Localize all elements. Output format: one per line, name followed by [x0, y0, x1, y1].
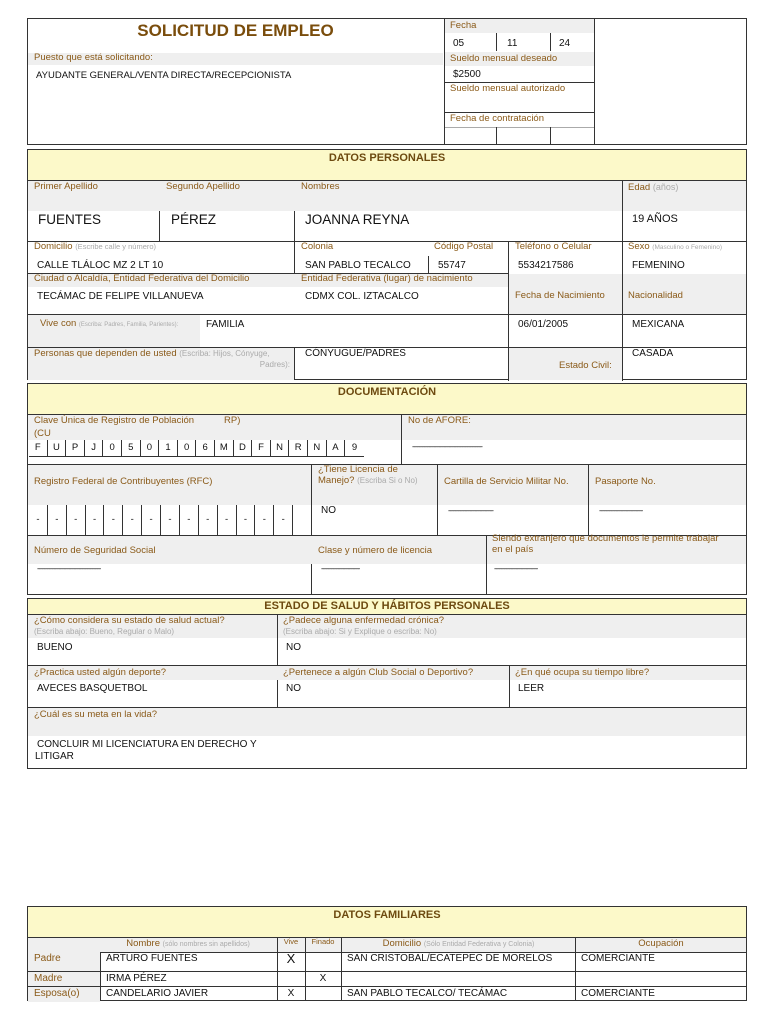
telefono-value[interactable]: 5534217586	[518, 260, 574, 271]
curp-boxes[interactable]	[28, 440, 401, 464]
rfc-char-box[interactable]: -	[67, 505, 86, 535]
rfc-char-box[interactable]: -	[180, 505, 199, 535]
curp-char-box[interactable]: F	[252, 440, 271, 457]
entidad-label: Entidad Federativa (lugar) de nacimiento	[301, 273, 473, 284]
documentacion-title: DOCUMENTACIÓN	[337, 386, 437, 398]
familia-section	[27, 906, 747, 1001]
ciudad-value[interactable]: TECÁMAC DE FELIPE VILLANUEVA	[37, 291, 204, 302]
primer-apellido-value[interactable]: FUENTES	[38, 212, 102, 227]
familia-cell-nombre[interactable]: IRMA PÉREZ	[106, 973, 167, 984]
col-nombre-hint: (sólo nombres sin apellidos)	[162, 941, 250, 948]
salud-question-3: ¿Practica usted algún deporte?	[34, 667, 167, 678]
familia-row	[28, 986, 746, 1001]
familia-cell-rel: Esposa(o)	[28, 987, 100, 1002]
curp-char-box[interactable]: D	[234, 440, 253, 457]
entidad-value[interactable]: CDMX COL. IZTACALCO	[305, 291, 419, 302]
curp-label-1: Clave Única de Registro de Población	[34, 415, 195, 426]
segundo-apellido-value[interactable]: PÉREZ	[171, 212, 217, 227]
dependientes-value[interactable]: CÓNYUGUE/PADRES	[305, 348, 406, 359]
colonia-label: Colonia	[301, 241, 334, 252]
familia-cell-domicilio[interactable]: SAN PABLO TECALCO/ TECÁMAC	[347, 988, 508, 999]
pasaporte-value[interactable]: --------------------------	[599, 506, 643, 515]
salud-question-2: ¿Padece alguna enfermedad crónica?	[283, 615, 445, 626]
curp-label-2: RP)	[224, 415, 241, 426]
cartilla-label: Cartilla de Servicio Militar No.	[444, 476, 569, 487]
vive-con-hint: (Escriba: Padres, Familia, Parientes):	[78, 322, 179, 328]
salud-hint-1: (Escriba abajo: Bueno, Regular o Malo)	[34, 626, 175, 636]
estado-civil-value[interactable]: CASADA	[632, 348, 674, 359]
edad-label: Edad	[628, 182, 651, 193]
curp-char-box[interactable]: P	[66, 440, 85, 457]
salud-answer-5[interactable]: LEER	[518, 683, 545, 694]
domicilio-hint: (Escribe calle y número)	[75, 242, 157, 251]
col-ocupacion: Ocupación	[638, 938, 684, 949]
afore-label: No de AFORE:	[408, 415, 471, 426]
fecha-year[interactable]: 24	[559, 38, 571, 49]
curp-label-3: (CU	[34, 428, 51, 439]
clase-licencia-value[interactable]: -----------------------	[321, 564, 360, 573]
telefono-label: Teléfono o Celular	[515, 241, 592, 252]
rfc-char-box[interactable]: -	[29, 505, 48, 535]
form-title: SOLICITUD DE EMPLEO	[137, 21, 334, 40]
domicilio-value[interactable]: CALLE TLÁLOC MZ 2 LT 10	[37, 260, 164, 271]
curp-char-box[interactable]: M	[215, 440, 234, 457]
nacionalidad-label: Nacionalidad	[628, 290, 683, 301]
ciudad-label: Ciudad o Alcaldía, Entidad Federativa del Domicilio	[34, 273, 250, 284]
salud-hint-2: (Escriba abajo: Si y Explique o escriba: No)	[283, 626, 437, 636]
nss-value[interactable]: --------------------------------------	[37, 564, 101, 573]
licencia-value[interactable]: NO	[321, 505, 336, 516]
nombres-value[interactable]: JOANNA REYNA	[305, 212, 410, 227]
personal-section	[27, 149, 747, 380]
curp-char-box[interactable]: 1	[159, 440, 178, 457]
dependientes-hint-2: Padres):	[259, 359, 290, 369]
curp-char-box[interactable]: 5	[122, 440, 141, 457]
nombres-label: Nombres	[301, 181, 340, 192]
pasaporte-label: Pasaporte No.	[595, 476, 656, 487]
header-section	[27, 18, 747, 145]
curp-char-box[interactable]: 6	[196, 440, 215, 457]
salud-answer-1[interactable]: BUENO	[37, 642, 73, 653]
sexo-label: Sexo	[628, 241, 650, 252]
familia-cell-ocupacion[interactable]: COMERCIANTE	[581, 988, 655, 999]
licencia-hint: (Escriba Si o No)	[357, 475, 418, 485]
nacionalidad-value[interactable]: MEXICANA	[632, 319, 685, 330]
familia-cell-ocupacion[interactable]: COMERCIANTE	[581, 953, 655, 964]
salud-answer-6-line-2[interactable]: LITIGAR	[35, 751, 74, 762]
familia-cell-finado[interactable]: X	[319, 973, 327, 984]
puesto-label: Puesto que está solicitando:	[34, 52, 153, 63]
fecha-contratacion-label: Fecha de contratación	[450, 113, 545, 124]
salud-title: ESTADO DE SALUD Y HÁBITOS PERSONALES	[264, 600, 510, 612]
familia-cell-vive[interactable]: X	[287, 988, 295, 999]
familia-cell-domicilio[interactable]: SAN CRISTOBAL/ECATEPEC DE MORELOS	[347, 953, 553, 964]
salud-answer-4[interactable]: NO	[286, 683, 301, 694]
fecha-nac-label: Fecha de Nacimiento	[515, 290, 605, 301]
fecha-day[interactable]: 05	[453, 38, 465, 49]
edad-value[interactable]: 19 AÑOS	[632, 213, 678, 225]
clase-licencia-label: Clase y número de licencia	[318, 545, 433, 556]
salud-question-4: ¿Pertenece a algún Club Social o Deportivo?	[283, 667, 474, 678]
familia-cell-rel: Madre	[28, 972, 100, 987]
licencia-question-2: Manejo?	[318, 474, 355, 486]
cartilla-value[interactable]: ---------------------------	[448, 506, 493, 515]
extranjero-label-2: en el país	[492, 543, 534, 555]
salud-question-5: ¿En qué ocupa su tiempo libre?	[515, 667, 650, 678]
sueldo-deseado-label: Sueldo mensual deseado	[450, 53, 558, 64]
familia-cell-rel: Padre	[28, 952, 100, 971]
curp-char-box[interactable]: J	[85, 440, 104, 457]
rfc-char-box[interactable]: -	[161, 505, 180, 535]
salud-answer-6-line-1[interactable]: CONCLUIR MI LICENCIATURA EN DERECHO Y	[37, 739, 257, 750]
familia-cell-vive[interactable]: X	[286, 951, 296, 966]
curp-char-box[interactable]: 0	[141, 440, 160, 457]
rfc-char-box[interactable]: -	[218, 505, 237, 535]
vive-con-label: Vive con	[40, 318, 77, 329]
documentacion-section	[27, 383, 747, 595]
segundo-apellido-label: Segundo Apellido	[166, 181, 240, 192]
curp-char-box[interactable]: 0	[103, 440, 122, 457]
rfc-boxes[interactable]	[28, 505, 311, 535]
curp-char-box[interactable]: N	[308, 440, 327, 457]
salud-question-1: ¿Cómo considera su estado de salud actual?	[34, 615, 225, 626]
curp-char-box[interactable]: F	[29, 440, 48, 457]
col-finado: Finado	[311, 937, 335, 946]
vive-con-value[interactable]: FAMILIA	[206, 319, 245, 330]
familia-title: DATOS FAMILIARES	[333, 909, 441, 921]
dependientes-hint-1: (Escriba: Hijos, Cónyuge,	[179, 349, 270, 358]
rfc-char-box[interactable]: -	[123, 505, 142, 535]
familia-row	[28, 952, 746, 971]
nss-label: Número de Seguridad Social	[34, 545, 156, 556]
colonia-value[interactable]: SAN PABLO TECALCO	[305, 260, 411, 271]
sueldo-autorizado-label: Sueldo mensual autorizado	[450, 83, 566, 94]
rfc-char-box[interactable]: -	[86, 505, 105, 535]
salud-section	[27, 598, 747, 769]
salud-answer-2[interactable]: NO	[286, 642, 301, 653]
rfc-char-box[interactable]: -	[142, 505, 161, 535]
cp-value[interactable]: 55747	[438, 260, 466, 271]
fecha-label: Fecha	[450, 20, 477, 31]
rfc-label: Registro Federal de Contribuyentes (RFC)	[34, 476, 213, 487]
salud-question-6: ¿Cuál es su meta en la vida?	[34, 709, 158, 720]
licencia-question-1: ¿Tiene Licencia de	[318, 464, 398, 475]
curp-char-box[interactable]: R	[289, 440, 308, 457]
rfc-char-box[interactable]: -	[199, 505, 218, 535]
curp-char-box[interactable]: U	[48, 440, 67, 457]
sueldo-deseado-value[interactable]: $2500	[453, 69, 481, 80]
curp-char-box[interactable]: 0	[178, 440, 197, 457]
familia-cell-nombre[interactable]: ARTURO FUENTES	[106, 953, 198, 964]
sexo-value[interactable]: FEMENINO	[632, 260, 685, 271]
col-vive: Vive	[283, 937, 299, 946]
puesto-value[interactable]: AYUDANTE GENERAL/VENTA DIRECTA/RECEPCIONISTA	[36, 70, 292, 81]
curp-char-box[interactable]: A	[327, 440, 346, 457]
rfc-char-box[interactable]: -	[237, 505, 256, 535]
curp-char-box[interactable]: 9	[345, 440, 364, 457]
extranjero-label-1: Siendo extranjero que documentos le permite trabajar	[492, 533, 719, 544]
edad-hint: (años)	[652, 182, 679, 192]
cp-label: Código Postal	[434, 241, 494, 252]
rfc-char-box[interactable]: -	[274, 505, 293, 535]
fecha-nac-value[interactable]: 06/01/2005	[518, 319, 569, 330]
rfc-char-box[interactable]: -	[48, 505, 67, 535]
domicilio-label: Domicilio	[34, 241, 73, 252]
extranjero-value[interactable]: --------------------------	[494, 564, 538, 573]
dependientes-label: Personas que dependen de usted	[34, 348, 177, 359]
personal-title: DATOS PERSONALES	[328, 152, 446, 164]
col-nombre: Nombre	[126, 938, 160, 949]
familia-row	[28, 971, 746, 986]
rfc-char-box[interactable]: -	[255, 505, 274, 535]
rfc-char-box[interactable]: -	[104, 505, 123, 535]
familia-cell-nombre[interactable]: CANDELARIO JAVIER	[106, 988, 209, 999]
sexo-hint: (Masculino o Femenino)	[652, 244, 723, 251]
familia-table-body	[28, 952, 746, 1001]
primer-apellido-label: Primer Apellido	[34, 181, 98, 192]
afore-value[interactable]: ------------------------------------------	[412, 442, 482, 451]
estado-civil-label: Estado Civil:	[559, 360, 612, 371]
col-domicilio: Domicilio	[382, 938, 422, 949]
fecha-month[interactable]: 11	[507, 38, 518, 49]
col-domicilio-hint: (Sólo Entidad Federativa y Colonia)	[423, 941, 535, 948]
curp-char-box[interactable]: N	[271, 440, 290, 457]
salud-answer-3[interactable]: AVECES BASQUETBOL	[37, 683, 148, 694]
